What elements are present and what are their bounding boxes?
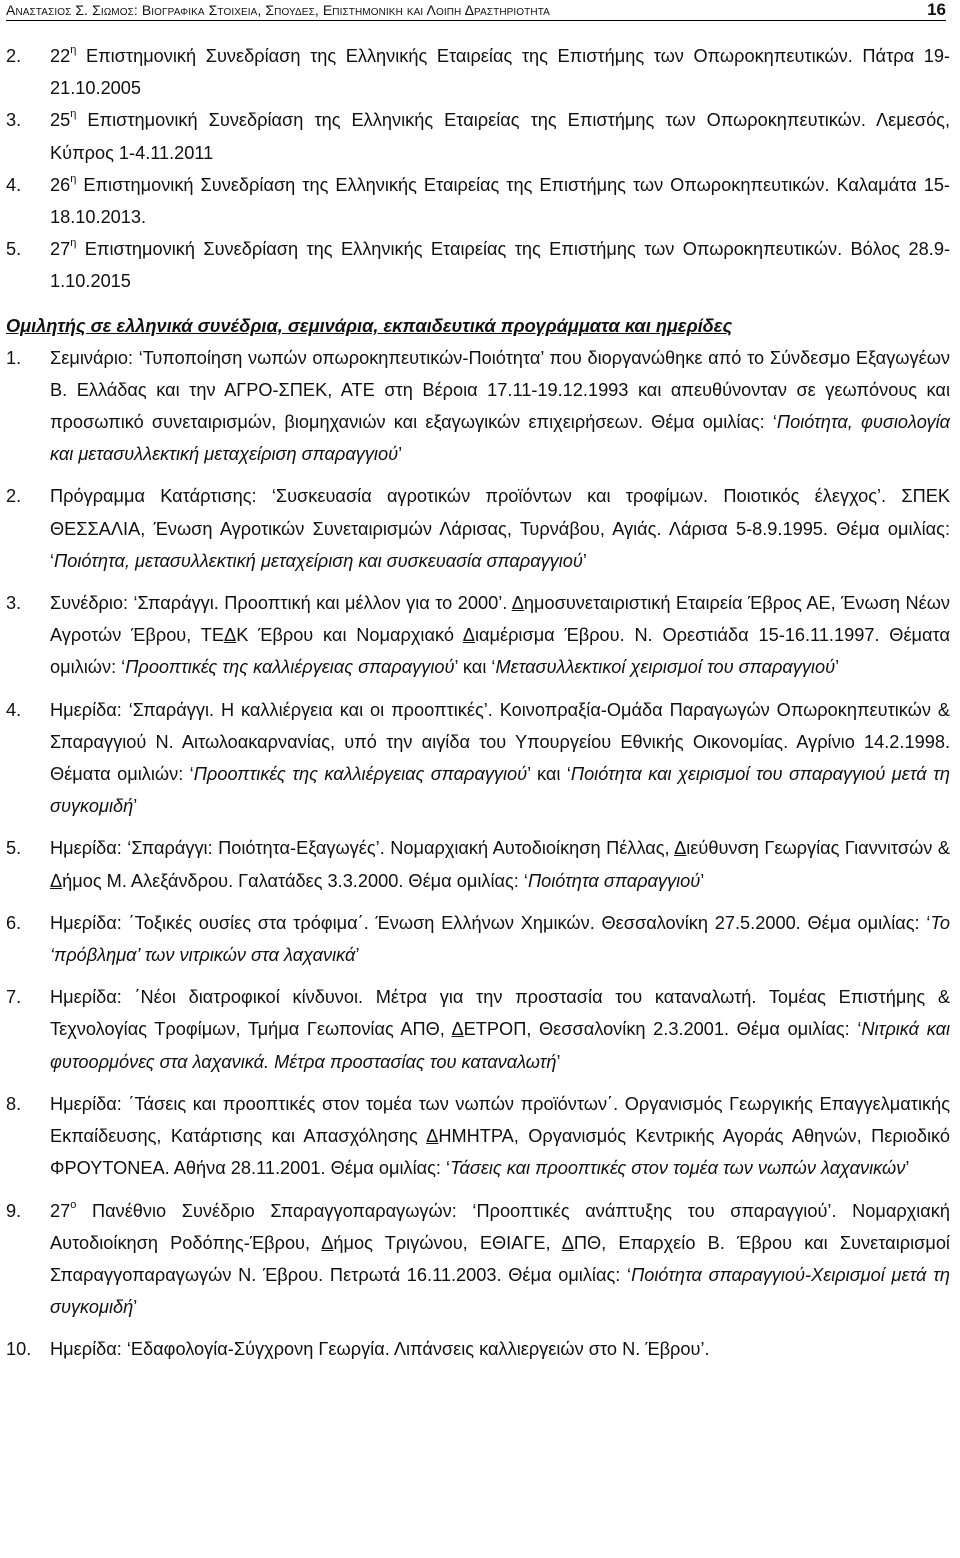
item-number: 2. bbox=[6, 46, 22, 66]
item-number: 1. bbox=[6, 347, 22, 368]
talks-list bbox=[6, 342, 950, 1366]
talk-item: 3. Συνέδριο: ‘Σπαράγγι. Προοπτική και μέλλον για το 2000’. Δημοσυνεταιριστική Εταιρεία Έβρος ΑΕ, Ένωση Νέων Αγροτών Έβρου, ΤΕΔΚ Έβρου και Νομαρχιακό Διαμέρισμα Έβρου. Ν. Ορεστιάδα 15-16.11.1997. Θέματα ομιλιών: ‘Προοπτικές της καλλιέργειας σπαραγγιού’ και ‘Μετασυλλεκτικοί χειρισμοί του σπαραγγιού’ bbox=[6, 587, 950, 684]
document-body bbox=[6, 40, 950, 1366]
talk-item: 1. Σεμινάριο: ‘Τυποποίηση νωπών οπωροκηπευτικών-Ποιότητα’ που διοργανώθηκε από το Σύνδεσμο Εξαγωγέων Β. Ελλάδας και την ΑΓΡΟ-ΣΠΕΚ, ΑΤΕ στη Βέροια 17.11-19.12.1993 και απευθύνονταν σε γεωπόνους και προσωπικό συνεταιρισμών, βιομηχανιών και εξαγωγικών επιχειρήσεων. Θέμα ομιλίας: ‘Ποιότητα, φυσιολογία και μετασυλλεκτική μεταχείριση σπαραγγιού’ bbox=[6, 342, 950, 471]
item-number: 5. bbox=[6, 239, 22, 260]
talk-item: 6. Ημερίδα: ΄Τοξικές ουσίες στα τρόφιμα΄. Ένωση Ελλήνων Χημικών. Θεσσαλονίκη 27.5.2000. Θέμα ομιλίας: ‘Το ‘πρόβλημα’ των νιτρικών στα λαχανικά’ bbox=[6, 907, 950, 971]
item-number: 2. bbox=[6, 486, 22, 507]
talk-item: 2. Πρόγραμμα Κατάρτισης: ‘Συσκευασία αγροτικών προϊόντων και τροφίμων. Ποιοτικός έλεγχος’. ΣΠΕΚ ΘΕΣΣΑΛΙΑ, Ένωση Αγροτικών Συνεταιρισμών Λάρισας, Τυρνάβου, Αγιάς. Λάρισα 5-8.9.1995. Θέμα ομιλίας: ‘Ποιότητα, μετασυλλεκτική μεταχείριση και συσκευασία σπαραγγιού’ bbox=[6, 480, 950, 577]
item-number: 3. bbox=[6, 110, 22, 131]
conference-item: 3. $25^\eta$ Επιστημονική Συνεδρίαση της Ελληνικής Εταιρείας της Επιστήμης των Οπωροκηπευτικών. Λεμεσός, Κύπρος 1-4.11.2011 bbox=[6, 104, 950, 168]
item-number: 3. bbox=[6, 593, 22, 614]
talk-item: 10. Ημερίδα: ‘Εδαφολογία-Σύγχρονη Γεωργία. Λιπάνσεις καλλιεργειών στο Ν. Έβρου’. bbox=[6, 1333, 950, 1365]
item-number: 8. bbox=[6, 1093, 22, 1114]
page-header bbox=[0, 0, 960, 28]
item-number: 4. bbox=[6, 174, 22, 195]
talk-item: 8. Ημερίδα: ΄Τάσεις και προοπτικές στον τομέα των νωπών προϊόντων΄. Οργανισμός Γεωργικής Επαγγελματικής Εκπαίδευσης, Κατάρτισης και Απασχόλησης ΔΗΜΗΤΡΑ, Οργανισμός Κεντρικής Αγοράς Αθηνών, Περιοδικό ΦΡΟΥΤΟΝΕΑ. Αθήνα 28.11.2001. Θέμα ομιλίας: ‘Τάσεις και προοπτικές στον τομέα των νωπών λαχανικών’ bbox=[6, 1088, 950, 1185]
item-number: 5. bbox=[6, 838, 22, 859]
page-number: 16 bbox=[927, 0, 946, 19]
running-header-title: Αναστασιος Σ. Σιωμος: Βιογραφικα Στοιχεια, Σπουδες, Επιστημονικη και Λοιπη Δραστηριοτητα bbox=[6, 2, 550, 18]
item-number: 6. bbox=[6, 912, 22, 933]
item-number: 4. bbox=[6, 699, 22, 720]
talk-item: 5. Ημερίδα: ‘Σπαράγγι: Ποιότητα-Εξαγωγές’. Νομαρχιακή Αυτοδιοίκηση Πέλλας, Διεύθυνση Γεωργίας Γιαννιτσών & Δήμος Μ. Αλεξάνδρου. Γαλατάδες 3.3.2000. Θέμα ομιλίας: ‘Ποιότητα σπαραγγιού’ bbox=[6, 832, 950, 896]
item-number: 10. bbox=[6, 1339, 32, 1360]
talk-item: 4. Ημερίδα: ‘Σπαράγγι. Η καλλιέργεια και οι προοπτικές’. Κοινοπραξία-Ομάδα Παραγωγών Οπωροκηπευτικών & Σπαραγγιού Ν. Αιτωλοακαρνανίας, υπό την αιγίδα του Υπουργείου Εθνικής Οικονομίας. Αγρίνιο 14.2.1998. Θέματα ομιλιών: ‘Προοπτικές της καλλιέργειας σπαραγγιού’ και ‘Ποιότητα και χειρισμοί του σπαραγγιού μετά τη συγκομιδή’ bbox=[6, 694, 950, 823]
header-divider bbox=[6, 20, 946, 21]
item-number: 9. bbox=[6, 1200, 22, 1221]
talk-item: 7. Ημερίδα: ΄Νέοι διατροφικοί κίνδυνοι. Μέτρα για την προστασία του καταναλωτή. Τομέας Επιστήμης & Τεχνολογίας Τροφίμων, Τμήμα Γεωπονίας ΑΠΘ, ΔΕΤΡΟΠ, Θεσσαλονίκη 2.3.2001. Θέμα ομιλίας: ‘Νιτρικά και φυτοορμόνες στα λαχανικά. Μέτρα προστασίας του καταναλωτή’ bbox=[6, 981, 950, 1078]
item-number: 7. bbox=[6, 987, 22, 1008]
section-heading: Ομιλητής σε ελληνικά συνέδρια, σεμινάρια, εκπαιδευτικά προγράμματα και ημερίδες bbox=[6, 315, 733, 336]
conference-item: 4. $26^\eta$ Επιστημονική Συνεδρίαση της Ελληνικής Εταιρείας της Επιστήμης των Οπωροκηπευτικών. Καλαμάτα 15-18.10.2013. bbox=[6, 169, 950, 233]
conference-list bbox=[6, 40, 950, 298]
conference-item: 5. $27^\eta$ Επιστημονική Συνεδρίαση της Ελληνικής Εταιρείας της Επιστήμης των Οπωροκηπευτικών. Βόλος 28.9- 1.10.2015 bbox=[6, 233, 950, 297]
conference-item: 2. $22^\eta$ Επιστημονική Συνεδρίαση της Ελληνικής Εταιρείας της Επιστήμης των Οπωροκηπευτικών. Πάτρα 19-21.10.2005 bbox=[6, 40, 950, 104]
talk-item: 9. $27^o$ Πανέθνιο Συνέδριο Σπαραγγοπαραγωγών: ‘Προοπτικές ανάπτυξης του σπαραγγιού’. Νομαρχιακή Αυτοδιοίκηση Ροδόπης-Έβρου, Δήμος Τριγώνου, ΕΘΙΑΓΕ, ΔΠΘ, Επαρχείο Β. Έβρου και Συνεταιρισμοί Σπαραγγοπαραγωγών Ν. Έβρου. Πετρωτά 16.11.2003. Θέμα ομιλίας: ‘Ποιότητα σπαραγγιού-Χειρισμοί μετά τη συγκομιδή’ bbox=[6, 1195, 950, 1324]
